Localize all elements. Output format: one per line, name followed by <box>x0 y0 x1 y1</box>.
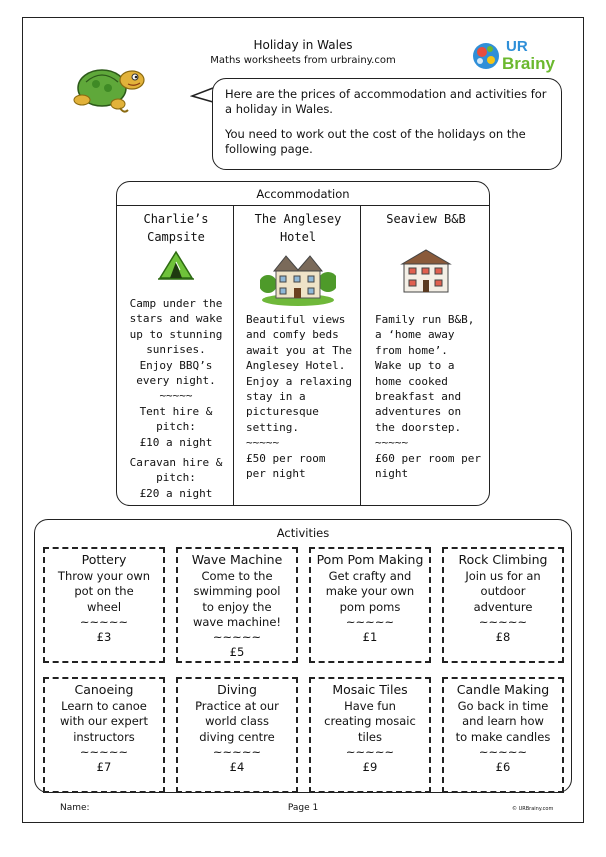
activity-description-line: Have fun <box>344 699 396 713</box>
activity-card <box>176 677 298 793</box>
description-line: ~~~~~ <box>375 436 409 450</box>
intro-text-1: Here are the prices of accommodation and activities for a holiday in Wales. <box>225 87 547 116</box>
description-line: setting. <box>246 420 299 434</box>
description-line: pitch: <box>156 471 196 485</box>
hotel-name-line: The Anglesey <box>254 212 342 226</box>
activities-heading: Activities <box>276 526 330 540</box>
column-divider <box>360 206 361 505</box>
activity-name: Pottery <box>81 552 127 567</box>
accommodation-bnb <box>363 210 489 481</box>
activity-name: Wave Machine <box>191 552 283 567</box>
column-divider <box>233 206 234 505</box>
name-label: Name: <box>60 803 90 813</box>
description-line: Family run B&B, <box>375 313 475 326</box>
description-line: Enjoy a relaxing <box>246 374 352 388</box>
intro-speech-bubble <box>212 78 562 170</box>
activity-description-line: Practice at our <box>195 699 279 713</box>
activity-price: £6 <box>495 760 511 775</box>
activity-card <box>176 547 298 663</box>
activity-price: £4 <box>229 760 245 775</box>
hotel-description <box>236 312 360 481</box>
activity-separator: ~~~~~ <box>212 630 262 645</box>
activity-separator: ~~~~~ <box>212 744 262 759</box>
activities-panel <box>34 519 572 793</box>
activity-price: £5 <box>229 645 245 660</box>
description-line: £10 a night <box>139 435 213 449</box>
activity-description-line: diving centre <box>199 729 275 744</box>
description-line: every night. <box>136 374 216 388</box>
description-line: from home’. <box>375 343 448 357</box>
activity-price: £8 <box>495 630 511 645</box>
activity-description-line: Throw your own <box>57 569 151 583</box>
accommodation-campsite <box>119 210 233 501</box>
activity-description-line: to enjoy the <box>202 599 272 614</box>
activity-price: £3 <box>96 630 112 645</box>
activity-separator: ~~~~~ <box>345 614 395 629</box>
activity-card <box>442 677 564 793</box>
description-line: await you at The <box>246 343 352 357</box>
activity-description-line: Get crafty and <box>328 569 412 583</box>
description-line: pitch: <box>156 420 196 434</box>
activity-description-line: Learn to canoe <box>61 699 147 713</box>
activity-description-line: Come to the <box>201 569 273 583</box>
activity-description-line: creating mosaic <box>324 714 416 729</box>
description-line: a ‘home away <box>375 328 455 342</box>
description-line: Camp under the <box>129 297 223 310</box>
activity-description-line: pot on the <box>74 584 134 599</box>
description-line: per night <box>246 467 306 481</box>
activity-price: £7 <box>96 760 112 775</box>
activity-separator: ~~~~~ <box>79 744 129 759</box>
description-line: Beautiful views <box>246 313 346 326</box>
hotel-name-line: Hotel <box>279 230 317 244</box>
accommodation-hotel <box>236 210 360 481</box>
description-line: ~~~~~ <box>159 389 193 403</box>
activity-description-line: and learn how <box>462 714 544 729</box>
page-title: Holiday in Wales <box>253 38 353 52</box>
copyright-text: © URBrainy.com <box>512 806 554 812</box>
bnb-name-line: Seaview B&B <box>386 212 466 226</box>
description-line: night <box>375 467 409 481</box>
activity-description-line: with our expert <box>59 714 149 729</box>
activity-card <box>442 547 564 663</box>
description-line: ~~~~~ <box>246 436 280 450</box>
activity-card <box>43 677 165 793</box>
activity-description-line: to make candles <box>455 729 551 744</box>
campsite-description <box>119 296 233 501</box>
description-line: the doorstep. <box>375 420 462 434</box>
activity-description-line: adventure <box>473 599 533 614</box>
activity-separator: ~~~~~ <box>478 744 528 759</box>
description-line: Tent hire & <box>139 404 213 418</box>
description-line: and comfy beds <box>246 328 339 342</box>
activity-description-line: wheel <box>86 599 122 614</box>
activity-name: Mosaic Tiles <box>332 682 408 697</box>
hotel-icon <box>236 248 360 312</box>
activity-price: £1 <box>362 630 378 645</box>
accommodation-panel <box>116 181 490 506</box>
page-number: Page 1 <box>287 803 319 813</box>
description-line: stars and wake <box>129 312 223 326</box>
description-line: £20 a night <box>139 486 213 500</box>
description-line: £60 per room per <box>375 451 481 465</box>
turtle-mascot-icon <box>68 58 158 118</box>
activity-description-line: Go back in time <box>457 699 549 713</box>
bnb-description <box>363 312 489 481</box>
activity-description-line: make your own <box>325 584 415 599</box>
campsite-name-line: Campsite <box>147 230 205 244</box>
activity-separator: ~~~~~ <box>345 744 395 759</box>
logo-ur-text: UR <box>506 38 528 55</box>
activity-name: Canoeing <box>74 682 134 697</box>
activity-card <box>43 547 165 663</box>
activity-card <box>309 677 431 793</box>
logo-brainy-text: Brainy <box>502 54 555 73</box>
accommodation-divider <box>117 205 489 206</box>
activity-description-line: tiles <box>358 729 382 744</box>
activity-description-line: wave machine! <box>192 614 282 629</box>
description-line: £50 per room <box>246 451 326 465</box>
activity-price: £9 <box>362 760 378 775</box>
description-line: picturesque <box>246 405 319 419</box>
description-line: breakfast and <box>375 390 462 404</box>
description-line: Wake up to a <box>375 359 455 373</box>
description-line: adventures on <box>375 405 462 419</box>
bnb-house-icon <box>363 246 489 312</box>
description-line: Caravan hire & <box>129 456 223 470</box>
description-line: up to stunning <box>129 327 223 341</box>
intro-text-2: You need to work out the cost of the holidays on the following page. <box>225 127 526 156</box>
description-line: stay in a <box>246 390 306 404</box>
tent-icon <box>119 248 233 296</box>
description-line: home cooked <box>375 374 448 388</box>
activity-name: Rock Climbing <box>458 552 548 567</box>
activity-description-line: Join us for an <box>465 569 541 583</box>
description-line: Anglesey Hotel. <box>246 359 346 373</box>
activity-description-line: outdoor <box>480 584 526 599</box>
campsite-name-line: Charlie’s <box>143 212 209 226</box>
description-line: Enjoy BBQ’s <box>139 358 213 372</box>
activity-name: Candle Making <box>456 682 550 697</box>
activity-card <box>309 547 431 663</box>
urbrainy-logo <box>470 34 566 74</box>
activity-separator: ~~~~~ <box>478 614 528 629</box>
page-subtitle: Maths worksheets from urbrainy.com <box>210 55 396 66</box>
activity-description-line: pom poms <box>339 599 401 614</box>
activity-description-line: swimming pool <box>193 584 281 599</box>
activity-separator: ~~~~~ <box>79 614 129 629</box>
activity-name: Diving <box>217 682 257 697</box>
accommodation-heading: Accommodation <box>256 187 350 201</box>
description-line: sunrises. <box>146 343 206 357</box>
activity-name: Pom Pom Making <box>316 552 424 567</box>
activity-description-line: instructors <box>73 729 135 744</box>
activity-description-line: world class <box>205 714 269 729</box>
